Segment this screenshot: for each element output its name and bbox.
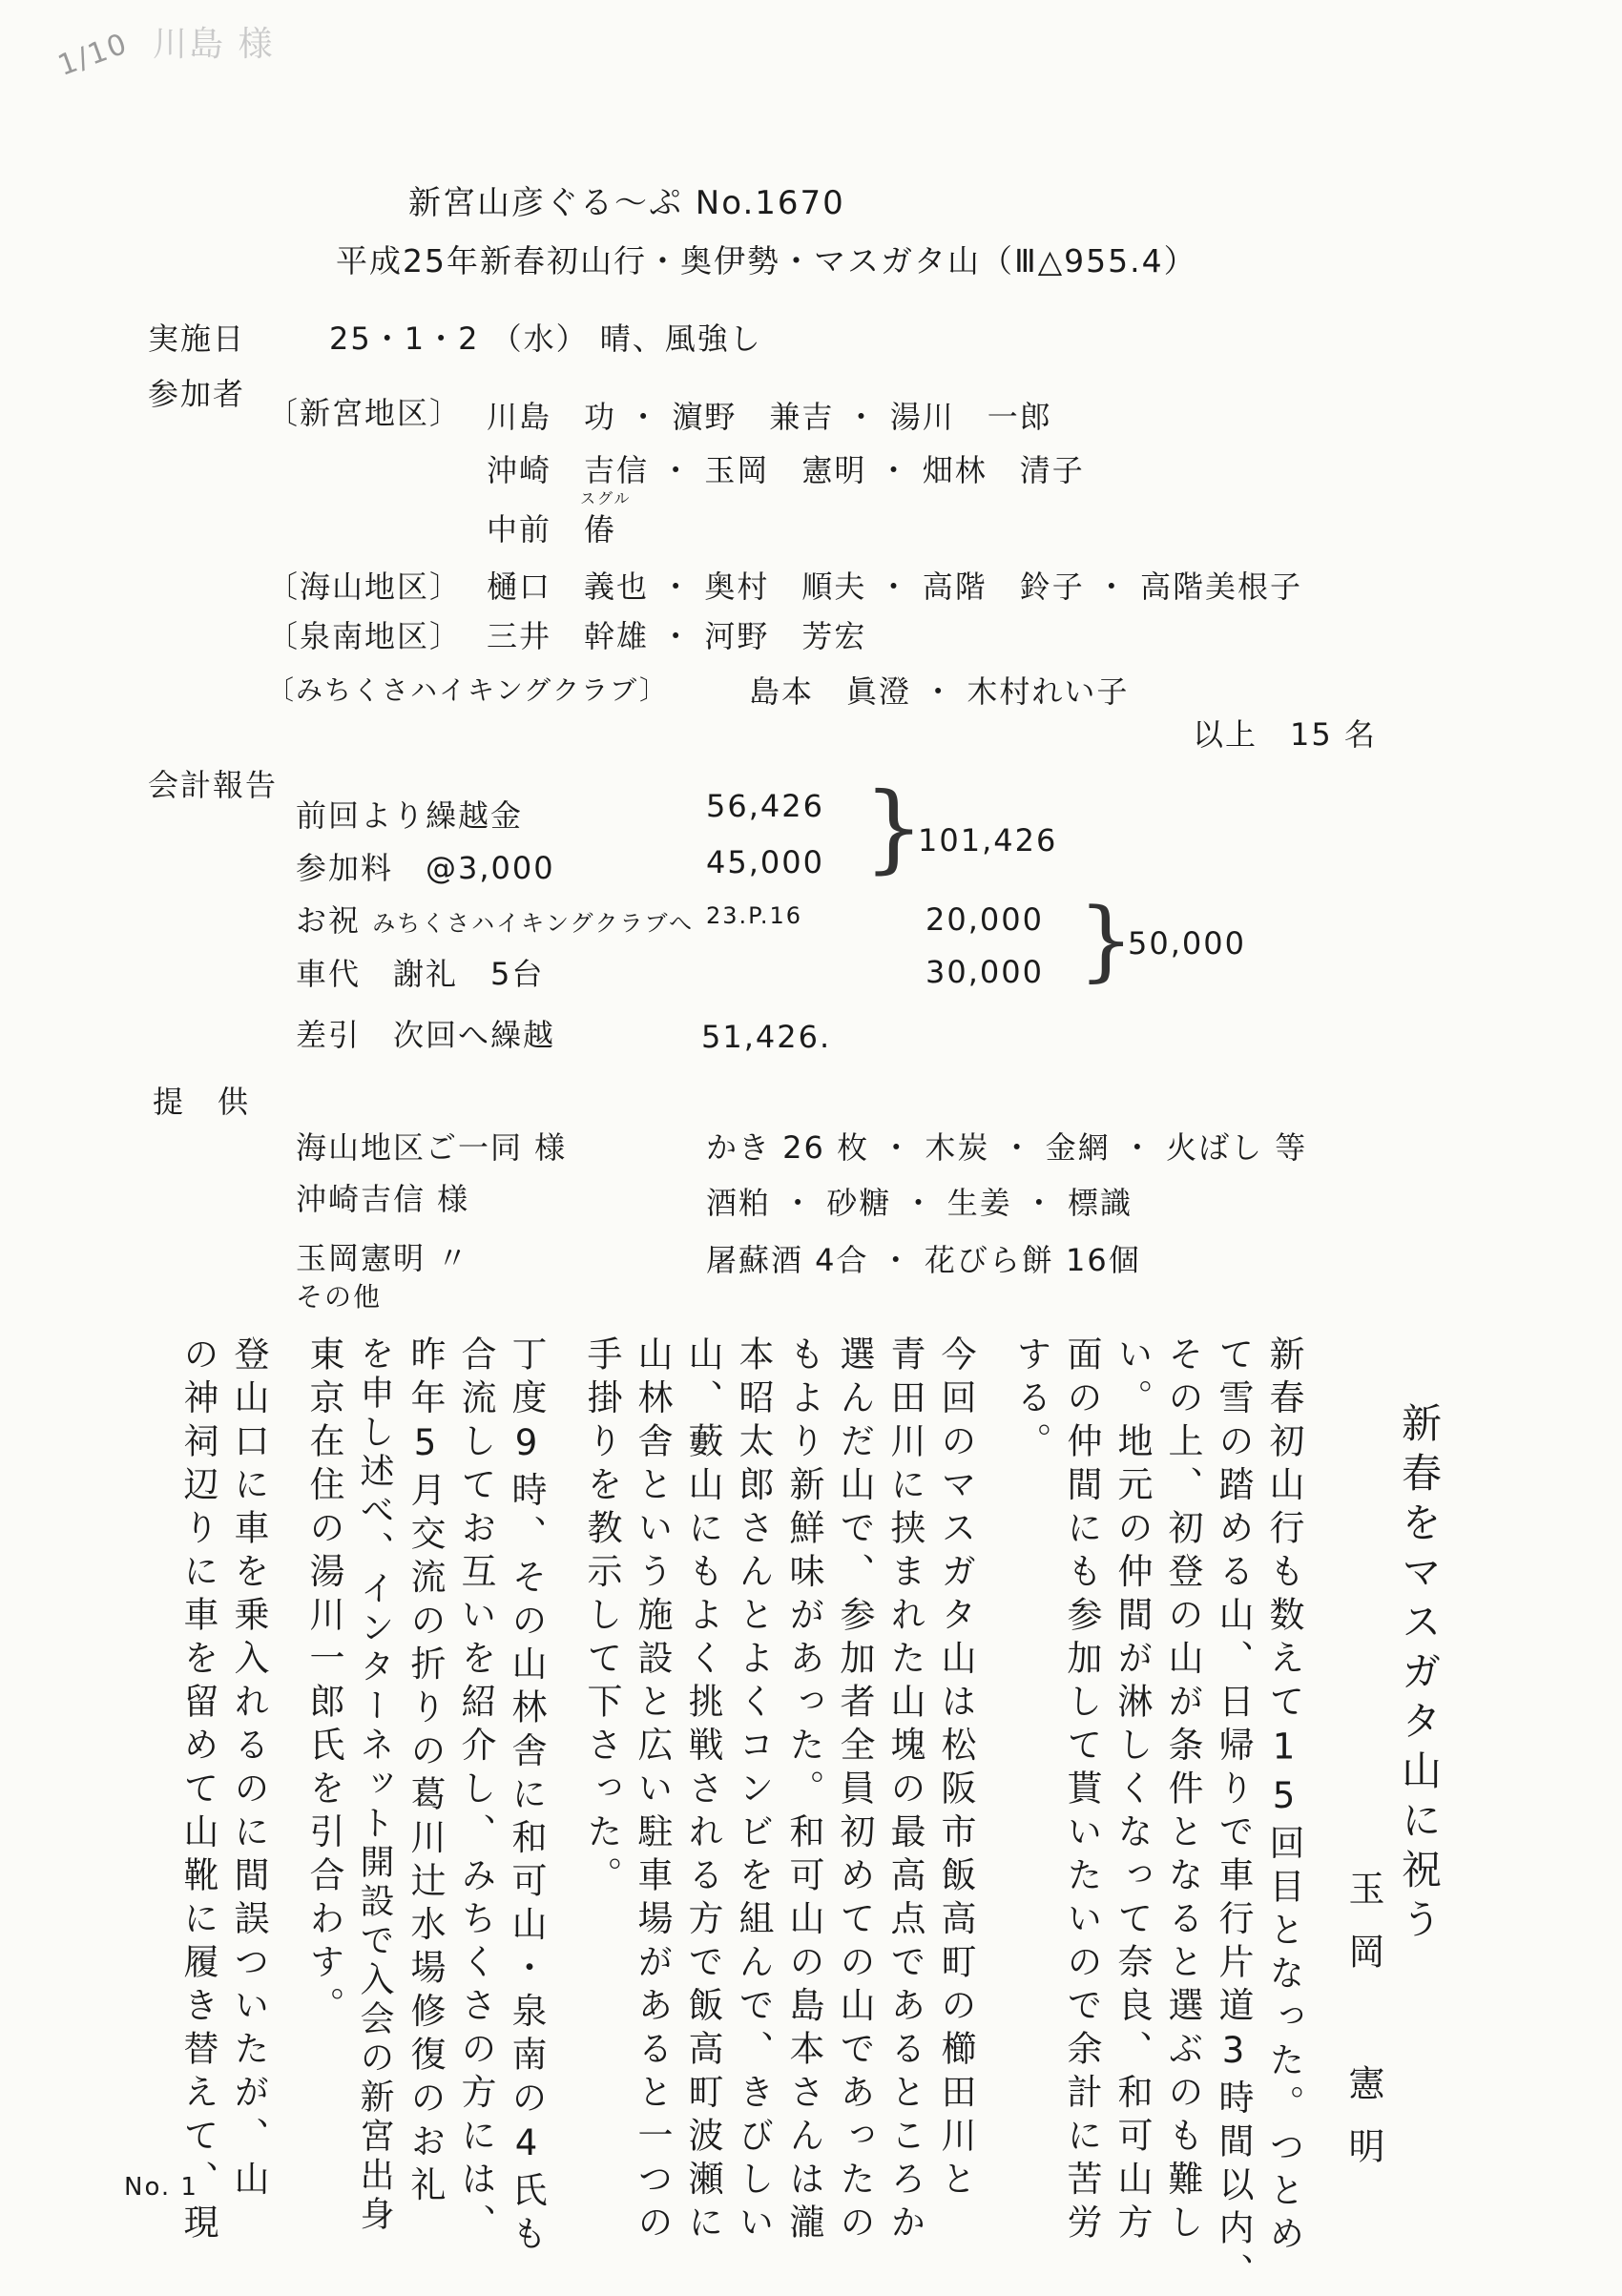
essay-column: 本昭太郎さんとよくコンビを組んで、きびしい — [733, 1335, 774, 2247]
ghost-text: 川島 様 — [153, 25, 275, 64]
group-miyama-line1: 樋口 義也 ・ 奥村 順夫 ・ 高階 鈴子 ・ 高階美根子 — [487, 569, 1303, 605]
essay-column: て雪の踏める山、日帰りで車行片道3時間以内、 — [1213, 1335, 1254, 2296]
header-line-2: 平成25年新春初山行・奥伊勢・マスガタ山（Ⅲ△955.4） — [336, 242, 1197, 279]
essay-author: 玉岡 憲明 — [1342, 1870, 1384, 2190]
expense-celebration-date: 23.P.16 — [706, 902, 803, 929]
account-row-fee-amount: 45,000 — [706, 844, 824, 880]
brace-1: } — [863, 772, 925, 883]
brace-2: } — [1078, 889, 1134, 991]
essay-title: 新春をマスガタ山に祝う — [1396, 1402, 1443, 1948]
expense-row-celebration — [296, 897, 694, 941]
provided-items-2: 酒粕 ・ 砂糖 ・ 生姜 ・ 標識 — [706, 1185, 1133, 1221]
essay-column: 手掛りを教示して下さった。 — [581, 1335, 622, 1900]
name-ruby: スグル — [580, 489, 632, 507]
essay-column: 山、藪山にもよく挑戦される方で飯高町波瀬に — [682, 1335, 723, 2247]
group-michikusa-line1: 島本 眞澄 ・ 木村れい子 — [749, 673, 1130, 710]
essay-column: 昨年5月交流の折りの葛川辻水場修復のお礼 — [405, 1335, 446, 2209]
essay-column: 東京在住の湯川一郎氏を引合わす。 — [303, 1335, 344, 2030]
essay-column: い。地元の仲間が淋しくなって奈良、和可山方 — [1112, 1335, 1153, 2247]
header-line-1: 新宮山彦ぐる～ぷ No.1670 — [408, 184, 845, 222]
group-area-shingu: 〔新宮地区〕 — [267, 395, 463, 431]
essay-column: 面の仲間にも参加して貰いたいので余計に苦労 — [1061, 1335, 1102, 2247]
essay-column: 丁度9時、その山林舎に和可山・泉南の4氏も — [506, 1335, 547, 2259]
participants-total: 以上 15 名 — [1193, 716, 1377, 753]
essay-column: その上、初登の山が条件となると選ぶのも難し — [1162, 1335, 1203, 2247]
group-shingu-line1: 川島 功 ・ 濵野 兼吉 ・ 湯川 一郎 — [487, 399, 1052, 435]
expense-row-car: 車代 謝礼 5台 — [296, 956, 545, 992]
expense-celebration-item: お祝 — [296, 902, 362, 939]
accounts-label: 会計報告 — [148, 767, 279, 803]
provided-from-3: 玉岡憲明 〃 — [296, 1240, 470, 1276]
essay-column: 選んだ山で、参加者全員初めての山であったの — [834, 1335, 875, 2247]
group-area-sennan: 〔泉南地区〕 — [267, 618, 463, 654]
participants-label: 参加者 — [148, 376, 246, 412]
account-row-carryover: 前回より繰越金 — [296, 797, 524, 834]
page-number: No. 1 — [124, 2173, 198, 2202]
provided-from-4: その他 — [296, 1281, 383, 1313]
account-row-carryover-amount: 56,426 — [706, 788, 824, 824]
provided-items-3: 屠蘇酒 4合 ・ 花びら餅 16個 — [706, 1242, 1141, 1278]
expense-car-amount: 30,000 — [925, 954, 1044, 990]
participant-nakamae-given: 偆 — [584, 511, 617, 548]
provided-items-1: かき 26 枚 ・ 木炭 ・ 金網 ・ 火ばし 等 — [706, 1129, 1308, 1166]
essay-column: 登山口に車を乗入れるのに間誤ついたが、山 — [228, 1335, 269, 2203]
balance-amount: 51,426. — [701, 1019, 832, 1055]
date-value: 25・1・2 （水） 晴、風強し — [329, 321, 762, 357]
balance-item: 差引 次回へ繰越 — [296, 1017, 556, 1053]
provided-from-1: 海山地区ご一同 様 — [296, 1129, 568, 1166]
essay-column: の神祠辺りに車を留めて山靴に履き替えて、現 — [177, 1335, 218, 2247]
essay-column: を申し述べ、インターネット開設で入会の新宮出身 — [355, 1335, 394, 2235]
account-subtotal-2: 50,000 — [1128, 925, 1246, 962]
group-area-michikusa: 〔みちくさハイキングクラブ〕 — [267, 674, 669, 706]
provided-from-2: 沖崎吉信 様 — [296, 1181, 470, 1217]
account-subtotal-1: 101,426 — [918, 822, 1058, 858]
provided-label: 提 供 — [153, 1084, 251, 1120]
essay-column: する。 — [1010, 1335, 1051, 1466]
expense-celebration-amount: 20,000 — [925, 901, 1044, 938]
group-shingu-line2: 沖崎 吉信 ・ 玉岡 憲明 ・ 畑林 清子 — [487, 452, 1085, 488]
group-area-miyama: 〔海山地区〕 — [267, 569, 463, 605]
group-shingu-line3 — [487, 489, 632, 549]
essay-column: 山林舎という施設と広い駐車場があると一つの — [632, 1335, 673, 2247]
account-row-fee: 参加料 @3,000 — [296, 850, 555, 886]
expense-celebration-note: みちくさハイキングクラブへ — [372, 910, 694, 937]
essay-column: 青田川に挟まれた山塊の最高点であるところか — [884, 1335, 925, 2247]
fraction-mark: 1/10 — [53, 27, 134, 83]
date-label: 実施日 — [148, 321, 246, 357]
group-sennan-line1: 三井 幹雄 ・ 河野 芳宏 — [487, 618, 867, 654]
essay-column: 合流してお互いを紹介し、みちくさの方には、 — [455, 1335, 496, 2247]
essay-column: もより新鮮味があった。和可山の島本さんは瀧 — [783, 1335, 824, 2247]
essay-column: 今回のマスガタ山は松阪市飯高町の櫛田川と — [935, 1335, 976, 2203]
essay-column: 新春初山行も数えて15回目となった。つとめ — [1263, 1335, 1304, 2259]
participant-nakamae-surname: 中前 — [487, 511, 585, 548]
